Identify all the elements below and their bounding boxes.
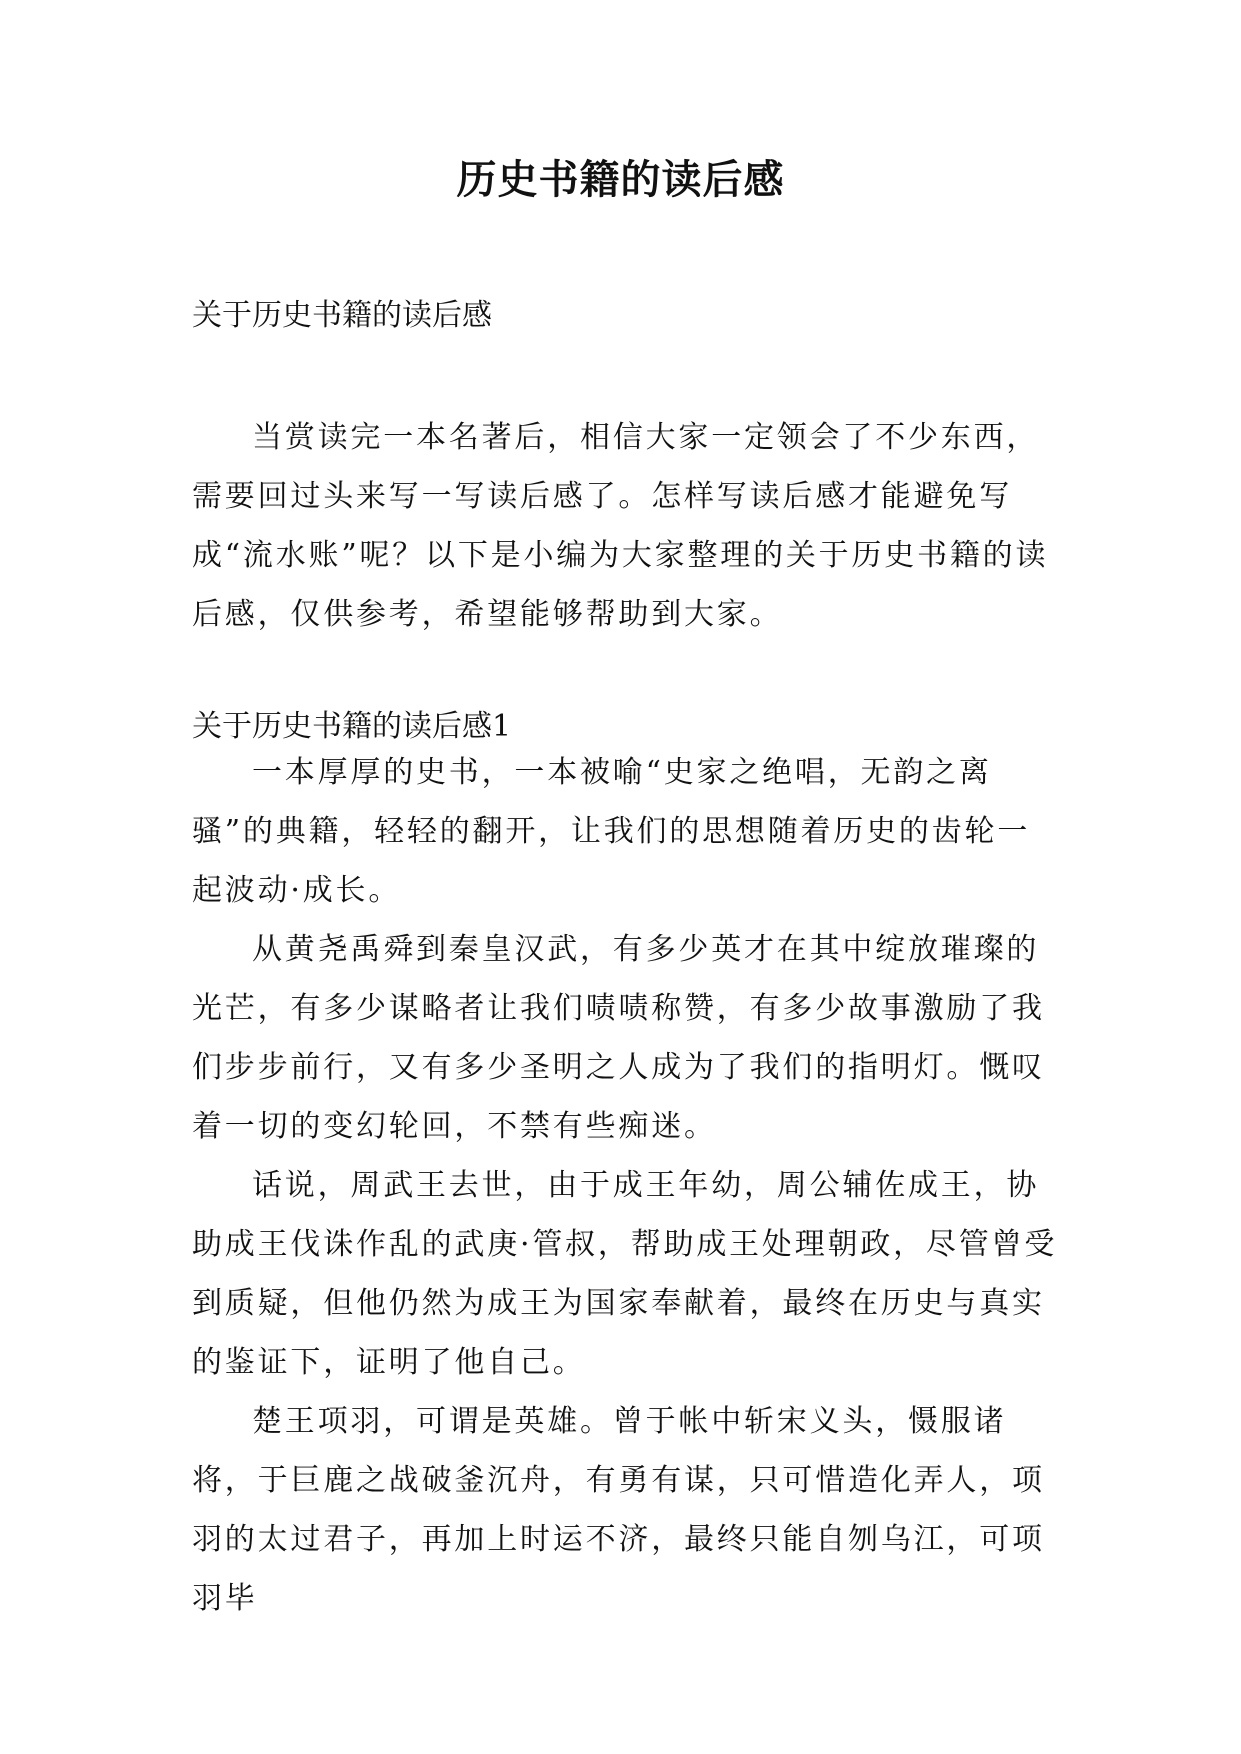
essay-paragraph-2: 从黄尧禹舜到秦皇汉武，有多少英才在其中绽放璀璨的光芒，有多少谋略者让我们啧啧称赞，有多少故事激励了我们步步前行，又有多少圣明之人成为了我们的指明灯。慨叹着一切的变幻轮回，不禁有些痴迷。 [192, 932, 1045, 1144]
essay-paragraph-3: 话说，周武王去世，由于成王年幼，周公辅佐成王，协助成王伐诛作乱的武庚·管叔，帮助成王处理朝政，尽管曾受到质疑，但他仍然为成王为国家奉献着，最终在历史与真实的鉴证下，证明了他自己。 [192, 1168, 1058, 1380]
document-subtitle: 关于历史书籍的读后感 [192, 298, 492, 333]
intro-paragraph: 当赏读完一本名著后，相信大家一定领会了不少东西，需要回过头来写一写读后感了。怎样写读后感才能避免写成“流水账”呢？以下是小编为大家整理的关于历史书籍的读后感，仅供参考，希望能够帮助到大家。 [192, 420, 1049, 632]
section-heading: 关于历史书籍的读后感1 [192, 709, 512, 744]
essay-body [192, 743, 1060, 1628]
essay-paragraph-4: 楚王项羽，可谓是英雄。曾于帐中斩宋义头，慑服诸将，于巨鹿之战破釜沉舟，有勇有谋，只可惜造化弄人，项羽的太过君子，再加上时运不济，最终只能自刎乌江，可项羽毕 [192, 1404, 1045, 1616]
intro-block [192, 408, 1060, 644]
document-title: 历史书籍的读后感 [456, 156, 785, 203]
essay-paragraph-1: 一本厚厚的史书，一本被喻“史家之绝唱，无韵之离骚”的典籍，轻轻的翻开，让我们的思想随着历史的齿轮一起波动·成长。 [192, 755, 1031, 908]
